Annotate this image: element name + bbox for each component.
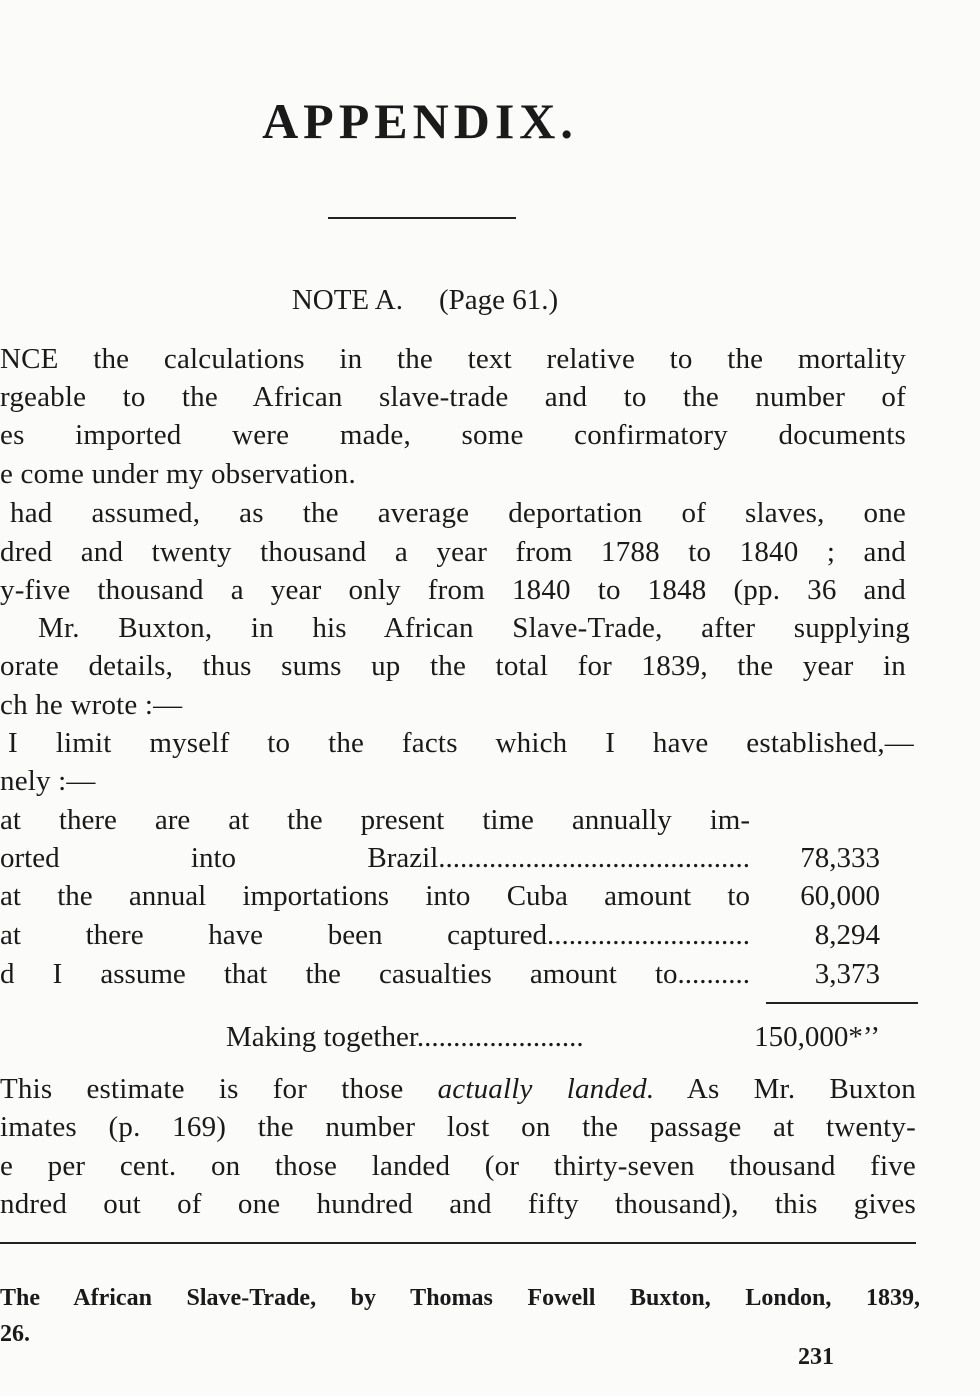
body-line: ndred out of one hundred and fifty thousand), this gives [0,1188,916,1220]
table-row [0,877,880,915]
row-value: 60,000 [800,880,880,912]
table-row [0,955,880,993]
page-number: 231 [798,1344,834,1370]
body-line: nely :— [0,765,96,797]
row-value: 3,373 [814,958,880,990]
body-line: y-five thousand a year only from 1840 to 1848 (pp. 36 and [0,574,906,606]
row-value: 8,294 [814,919,880,951]
row-desc: orted into Brazil........................................... [0,842,750,874]
drop-lead: NCE [0,343,59,375]
table-continuation [0,801,880,839]
note-label: NOTE A. [291,284,403,316]
note-page-ref: (Page 61.) [438,284,559,316]
sum-rule [766,1002,918,1004]
emphasis-text: actually landed. [437,1073,655,1105]
body-line: imates (p. 169) the number lost on the passage at twenty- [0,1111,916,1143]
footnote-rule [0,1242,916,1244]
body-line: ch he wrote :— [0,689,183,721]
line-text: As Mr. Buxton [654,1073,916,1105]
body-line: e per cent. on those landed (or thirty-seven thousand five [0,1150,916,1182]
total-desc: Making together....................... [226,1021,584,1053]
body-line: had assumed, as the average deportation of slaves, one [10,497,906,529]
line-text: the calculations in the text relative to the mortality [58,343,906,375]
row-desc: at there have been captured............................ [0,919,750,951]
table-row [0,916,880,954]
body-line: e come under my observation. [0,458,356,490]
body-line [0,1070,916,1108]
row-desc: at the annual importations into Cuba amount to [0,880,750,912]
body-line: Mr. Buxton, in his African Slave-Trade, after supplying [38,612,910,644]
title-divider [328,217,516,219]
line-text: This estimate is for those [0,1073,438,1105]
page-title: APPENDIX. [262,93,578,149]
table-row [0,839,880,877]
body-line: I limit myself to the facts which I have established,— [8,727,914,759]
row-desc: at there are at the present time annually im- [0,804,750,836]
total-row [226,1018,880,1056]
row-desc: d I assume that the casualties amount to.......... [0,958,750,990]
footnote-line: 26. [0,1321,30,1347]
body-line [0,340,906,378]
body-line: orate details, thus sums up the total for 1839, the year in [0,650,906,682]
note-heading [0,284,850,317]
body-line: dred and twenty thousand a year from 1788 to 1840 ; and [0,536,906,568]
footnote-line: The African Slave-Trade, by Thomas Fowell Buxton, London, 1839, [0,1285,920,1311]
total-value: 150,000*’’ [754,1021,880,1053]
row-value: 78,333 [800,842,880,874]
body-line: es imported were made, some confirmatory documents [0,419,906,451]
body-line: rgeable to the African slave-trade and to the number of [0,381,906,413]
